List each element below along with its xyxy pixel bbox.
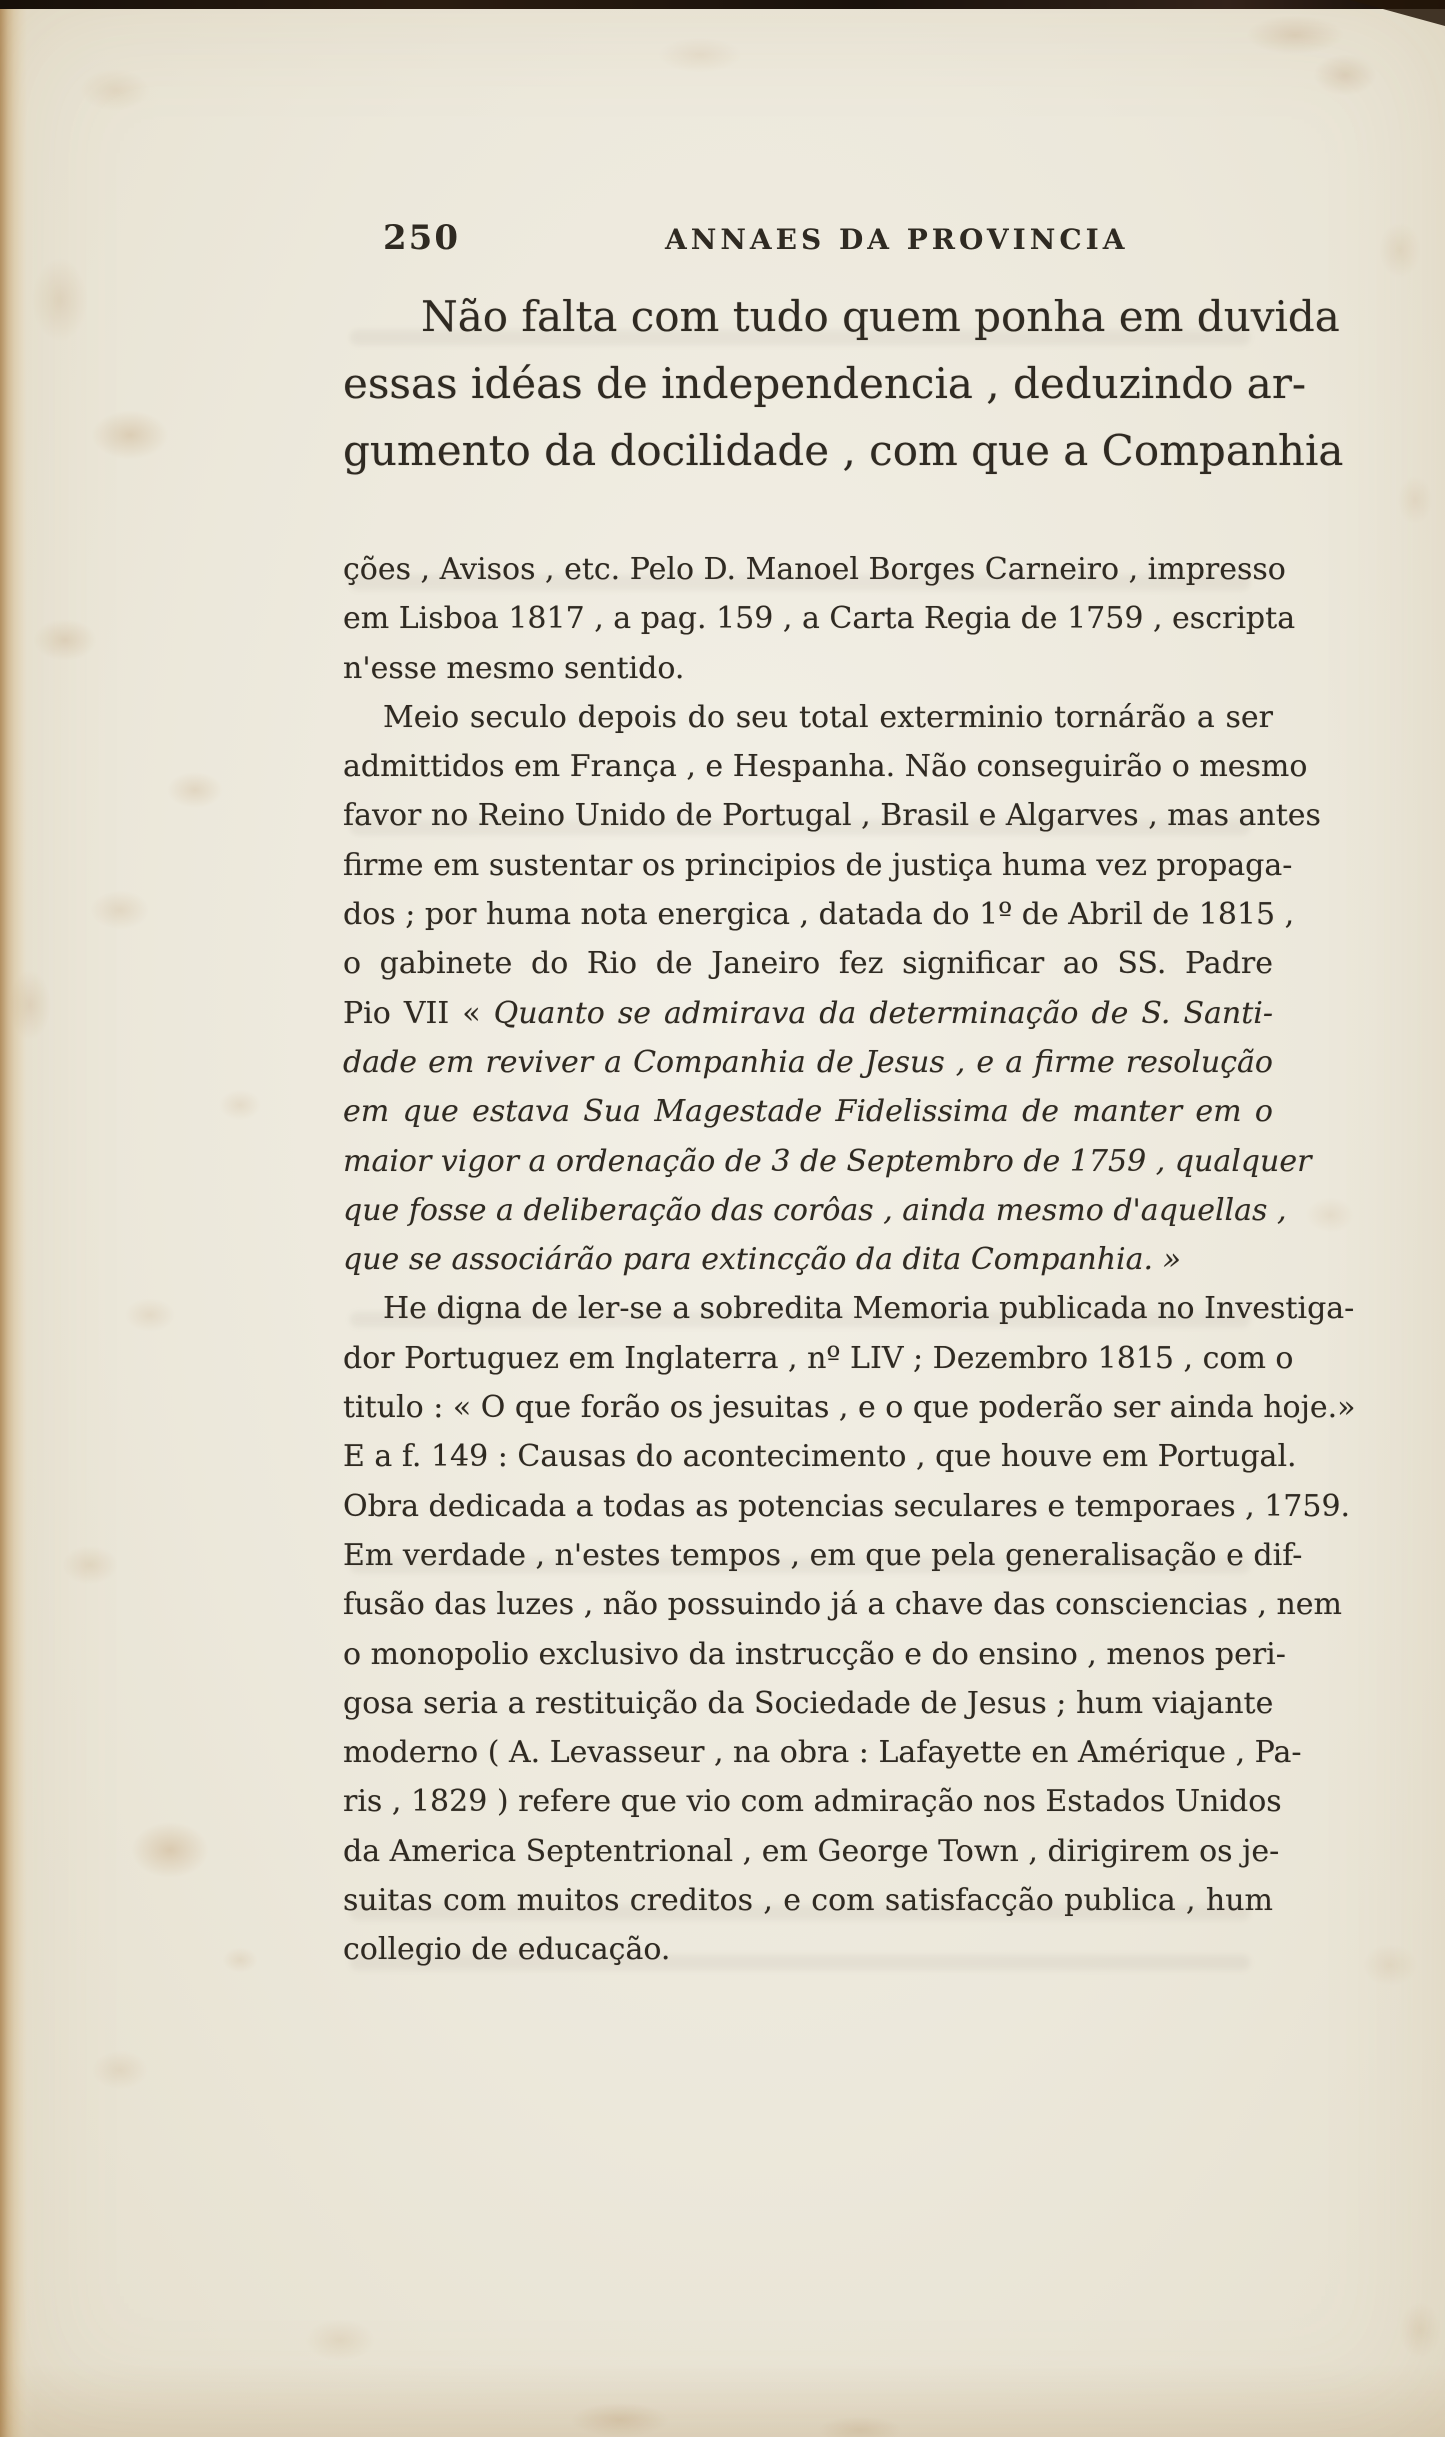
roman-text: collegio de educação. (343, 1932, 671, 1968)
text-line (343, 644, 1273, 693)
text-line (343, 1482, 1351, 1531)
text-line (343, 1827, 1280, 1876)
page-header (343, 218, 1273, 262)
roman-text: Meio seculo depois do seu total exterminio tornárão a ser (383, 699, 1273, 735)
italic-text: Quanto se admirava da determinação de S. Santi- (493, 995, 1273, 1031)
roman-text: gosa seria a restituição da Sociedade de Jesus ; hum viajante (343, 1685, 1274, 1721)
page-number: 250 (383, 218, 460, 258)
roman-text: fusão das luzes , não possuindo já a chave das consciencias , nem (343, 1587, 1342, 1623)
text-line (343, 1925, 1273, 1974)
roman-text: gumento da docilidade , com que a Companhia (343, 426, 1344, 475)
text-line (343, 1334, 1294, 1383)
main-paragraph (343, 283, 1344, 484)
text-line (343, 939, 1273, 988)
roman-text: Pio VII « (343, 995, 494, 1031)
roman-text: E a f. 149 : Causas do acontecimento , que houve em Portugal. (343, 1439, 1297, 1475)
text-line (343, 545, 1286, 594)
italic-text: que fosse a deliberação das corôas , ainda mesmo d'aquellas , (343, 1192, 1287, 1228)
roman-text: dor Portuguez em Inglaterra , nº LIV ; Dezembro 1815 , com o (343, 1340, 1294, 1376)
text-line (343, 1876, 1273, 1925)
text-line (343, 1235, 1273, 1284)
text-line (343, 1580, 1342, 1629)
text-line (343, 742, 1308, 791)
text-line (343, 890, 1295, 939)
text-line (343, 1383, 1356, 1432)
text-line (343, 1038, 1273, 1087)
italic-text: maior vigor a ordenação de 3 de Septembro de 1759 , qualquer (343, 1143, 1312, 1179)
roman-text: admittidos em França , e Hespanha. Não conseguirão o mesmo (343, 749, 1308, 785)
roman-text: titulo : « O que forão os jesuitas , e o que poderão ser ainda hoje.» (343, 1390, 1356, 1426)
footnote-block (343, 545, 1356, 1975)
text-line (343, 1630, 1286, 1679)
text-line (343, 1432, 1297, 1481)
text-line (343, 417, 1344, 484)
italic-text: dade em reviver a Companhia de Jesus , e a firme resolução (343, 1044, 1273, 1080)
text-line (343, 594, 1296, 643)
text-line (343, 1777, 1282, 1826)
text-line (343, 791, 1321, 840)
text-line (343, 1087, 1273, 1136)
text-line (343, 989, 1273, 1038)
roman-text: n'esse mesmo sentido. (343, 650, 685, 686)
scan-top-right-corner (1350, 0, 1445, 26)
roman-text: o gabinete do Rio de Janeiro fez significar ao SS. Padre (343, 946, 1273, 982)
italic-text: que se associárão para extincção da dita Companhia. » (343, 1242, 1181, 1278)
text-line (343, 1137, 1312, 1186)
italic-text: em que estava Sua Magestade Fidelissima de manter em o (343, 1094, 1273, 1130)
roman-text: moderno ( A. Levasseur , na obra : Lafayette en Amérique , Pa- (343, 1735, 1302, 1771)
text-line (343, 1284, 1355, 1333)
roman-text: He digna de ler-se a sobredita Memoria publicada no Investiga- (383, 1291, 1355, 1327)
text-line (343, 350, 1307, 417)
scan-top-edge (0, 0, 1445, 9)
text-line (343, 841, 1293, 890)
text-line (343, 693, 1273, 742)
text-line (343, 1728, 1302, 1777)
roman-text: essas idéas de independencia , deduzindo ar- (343, 359, 1307, 408)
roman-text: ris , 1829 ) refere que vio com admiração nos Estados Unidos (343, 1784, 1282, 1820)
text-line (343, 283, 1340, 350)
roman-text: dos ; por huma nota energica , datada do 1º de Abril de 1815 , (343, 897, 1295, 933)
roman-text: firme em sustentar os principios de justiça huma vez propaga- (343, 847, 1293, 883)
roman-text: suitas com muitos creditos , e com satisfacção publica , hum (343, 1883, 1273, 1919)
roman-text: favor no Reino Unido de Portugal , Brasil e Algarves , mas antes (343, 798, 1321, 834)
roman-text: Obra dedicada a todas as potencias seculares e temporaes , 1759. (343, 1488, 1351, 1524)
roman-text: da America Septentrional , em George Town , dirigirem os je- (343, 1833, 1280, 1869)
roman-text: Em verdade , n'estes tempos , em que pela generalisação e dif- (343, 1537, 1303, 1573)
text-line (343, 1531, 1303, 1580)
running-title: ANNAES DA PROVINCIA (665, 223, 1129, 256)
roman-text: ções , Avisos , etc. Pelo D. Manoel Borges Carneiro , impresso (343, 552, 1286, 587)
text-line (343, 1679, 1273, 1728)
text-line (343, 1186, 1287, 1235)
roman-text: Não falta com tudo quem ponha em duvida (421, 292, 1340, 341)
roman-text: o monopolio exclusivo da instrucção e do ensino , menos peri- (343, 1636, 1286, 1672)
roman-text: em Lisboa 1817 , a pag. 159 , a Carta Regia de 1759 , escripta (343, 601, 1296, 637)
